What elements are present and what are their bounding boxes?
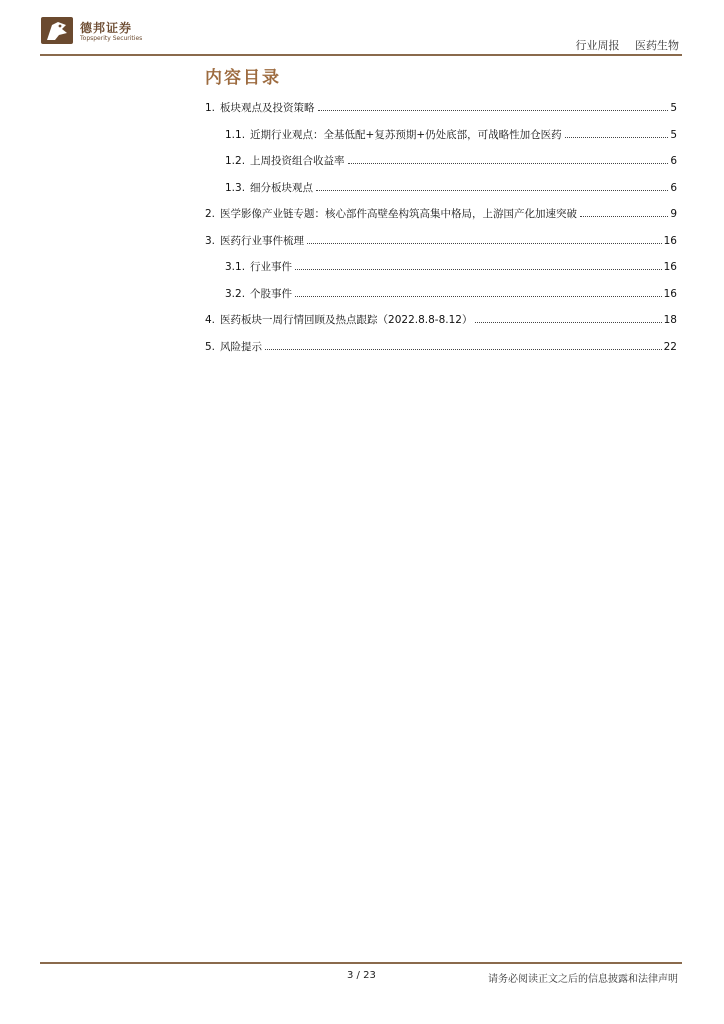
- toc-leader-dots: [318, 110, 669, 111]
- toc-entry[interactable]: [205, 286, 677, 313]
- toc-entry-number: 1.1.: [225, 128, 246, 141]
- company-logo: [40, 13, 160, 51]
- brand-name-en: Topsperity Securities: [80, 35, 143, 42]
- toc-entry-page: 16: [663, 234, 677, 247]
- toc-entry-title: 近期行业观点：全基低配+复苏预期+仍处底部，可战略性加仓医药: [250, 128, 562, 141]
- toc-entry-title: 上周投资组合收益率: [250, 155, 345, 167]
- toc-leader-dots: [307, 243, 662, 244]
- toc-leader-dots: [580, 216, 668, 217]
- toc-entry[interactable]: [205, 206, 677, 233]
- toc-title: 内容目录: [205, 68, 281, 88]
- toc-entry[interactable]: [205, 127, 677, 154]
- toc-entry-title: 医药板块一周行情回顾及热点跟踪（2022.8.8-8.12）: [220, 314, 473, 326]
- toc-leader-dots: [565, 137, 669, 138]
- toc-entry-title: 医药行业事件梳理: [220, 234, 305, 247]
- toc-entry[interactable]: [205, 233, 677, 260]
- toc-entry-number: 4.: [205, 314, 216, 326]
- toc-entry[interactable]: [205, 259, 677, 286]
- footer-divider: [40, 962, 682, 964]
- toc-entry-title: 行业事件: [250, 261, 293, 273]
- toc-entry-title: 细分板块观点: [250, 181, 314, 194]
- toc-entry-number: 1.3.: [225, 181, 246, 194]
- page-number: 3 / 23: [347, 970, 376, 981]
- toc-entry-number: 3.2.: [225, 287, 246, 300]
- table-of-contents: [205, 100, 677, 365]
- toc-entry-page: 9: [670, 208, 677, 220]
- header-divider: [40, 54, 682, 56]
- toc-entry-number: 3.: [205, 234, 216, 247]
- toc-leader-dots: [316, 190, 668, 191]
- toc-leader-dots: [265, 349, 662, 350]
- report-header: [564, 37, 680, 53]
- report-category: 行业周报: [575, 39, 620, 52]
- toc-entry-page: 16: [663, 287, 677, 300]
- toc-leader-dots: [475, 322, 661, 323]
- toc-leader-dots: [348, 163, 669, 164]
- toc-entry[interactable]: [205, 153, 677, 180]
- toc-entry[interactable]: [205, 312, 677, 339]
- toc-leader-dots: [295, 269, 662, 270]
- toc-leader-dots: [295, 296, 662, 297]
- toc-entry-number: 3.1.: [225, 261, 246, 273]
- toc-entry-title: 医学影像产业链专题：核心部件高壁垒构筑高集中格局，上游国产化加速突破: [220, 208, 578, 220]
- toc-entry-number: 5.: [205, 340, 216, 353]
- topsperity-logo-icon: [40, 13, 76, 49]
- report-sector: 医药生物: [635, 39, 679, 52]
- toc-entry-page: 6: [670, 155, 677, 167]
- toc-entry-number: 1.2.: [225, 155, 246, 167]
- toc-entry-page: 5: [670, 102, 677, 114]
- toc-entry-page: 6: [670, 181, 677, 194]
- toc-entry-title: 风险提示: [220, 340, 263, 353]
- legal-disclaimer: 请务必阅读正文之后的信息披露和法律声明: [488, 974, 678, 985]
- toc-entry-title: 个股事件: [250, 287, 293, 300]
- toc-entry-title: 板块观点及投资策略: [220, 102, 315, 114]
- toc-entry-page: 22: [663, 340, 677, 353]
- brand-name-cn: 德邦证券: [80, 21, 133, 35]
- toc-entry-page: 16: [663, 261, 677, 273]
- toc-entry[interactable]: [205, 180, 677, 207]
- toc-entry[interactable]: [205, 100, 677, 127]
- toc-entry-number: 2.: [205, 208, 216, 220]
- toc-entry-page: 5: [670, 128, 677, 141]
- toc-entry-number: 1.: [205, 102, 216, 114]
- toc-entry[interactable]: [205, 339, 677, 366]
- toc-entry-page: 18: [663, 314, 677, 326]
